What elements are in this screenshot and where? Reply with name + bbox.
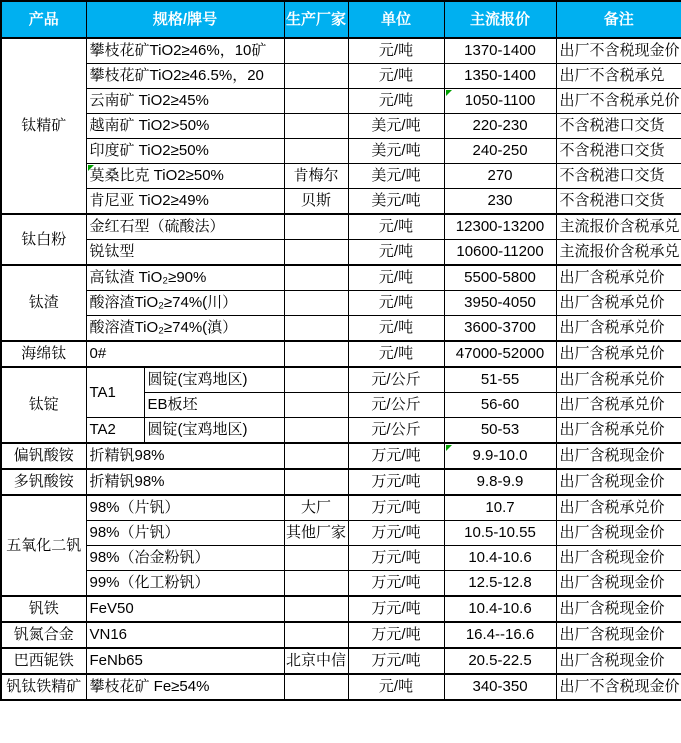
maker-cell: 北京中信 [284,648,348,674]
note-cell: 出厂含税承兑价 [556,291,681,316]
unit-cell: 元/公斤 [348,393,444,418]
note-cell: 出厂含税承兑价 [556,495,681,521]
product-cell: 钛精矿 [1,38,86,214]
unit-cell: 元/吨 [348,291,444,316]
spec-type-cell: 圆锭(宝鸡地区) [144,367,284,393]
product-cell: 多钒酸铵 [1,469,86,495]
spec-cell: 攀枝花矿TiO2≥46.5%，20 [86,64,284,89]
maker-cell [284,240,348,266]
note-cell: 出厂含税现金价 [556,622,681,648]
maker-cell [284,64,348,89]
spec-cell: FeV50 [86,596,284,622]
table-row [1,38,681,64]
table-row [1,418,681,444]
price-cell: 12.5-12.8 [444,571,556,597]
table-row [1,114,681,139]
note-cell: 出厂含税承兑价 [556,393,681,418]
price-cell: 10.5-10.55 [444,521,556,546]
spec-cell: 攀枝花矿 Fe≥54% [86,674,284,700]
maker-cell [284,214,348,240]
maker-cell [284,139,348,164]
maker-cell [284,596,348,622]
product-cell: 巴西铌铁 [1,648,86,674]
col-header-note: 备注 [556,1,681,38]
note-cell: 出厂含税现金价 [556,571,681,597]
maker-cell: 其他厂家 [284,521,348,546]
maker-cell [284,546,348,571]
unit-cell: 万元/吨 [348,521,444,546]
note-cell: 出厂含税现金价 [556,521,681,546]
table-row [1,89,681,114]
table-row [1,316,681,342]
maker-cell [284,674,348,700]
unit-cell: 元/吨 [348,316,444,342]
unit-cell: 美元/吨 [348,164,444,189]
table-body [1,38,681,700]
table-row [1,648,681,674]
unit-cell: 万元/吨 [348,495,444,521]
spec-cell: 98%（片钒） [86,521,284,546]
maker-cell [284,469,348,495]
table-row [1,139,681,164]
brand-cell: TA1 [86,367,144,418]
brand-cell: TA2 [86,418,144,444]
spec-cell: 折精钒98% [86,469,284,495]
table-row [1,571,681,597]
table-row [1,546,681,571]
table-row [1,291,681,316]
price-cell: 50-53 [444,418,556,444]
table-row [1,240,681,266]
spec-cell: 折精钒98% [86,443,284,469]
price-cell: 56-60 [444,393,556,418]
table-row [1,341,681,367]
table-row [1,521,681,546]
price-cell: 3950-4050 [444,291,556,316]
product-cell: 钛渣 [1,265,86,341]
unit-cell: 万元/吨 [348,469,444,495]
maker-cell [284,443,348,469]
comment-flag-icon [446,445,452,451]
unit-cell: 元/吨 [348,89,444,114]
table-row [1,64,681,89]
maker-cell [284,622,348,648]
table-row [1,367,681,393]
col-header-maker: 生产厂家 [284,1,348,38]
price-cell: 240-250 [444,139,556,164]
unit-cell: 万元/吨 [348,648,444,674]
price-cell: 9.8-9.9 [444,469,556,495]
note-cell: 出厂含税现金价 [556,546,681,571]
price-cell: 220-230 [444,114,556,139]
price-cell: 230 [444,189,556,215]
maker-cell [284,341,348,367]
comment-flag-icon [88,165,94,171]
spec-cell: 云南矿 TiO2≥45% [86,89,284,114]
price-cell: 51-55 [444,367,556,393]
price-cell: 47000-52000 [444,341,556,367]
col-header-product: 产品 [1,1,86,38]
maker-cell [284,38,348,64]
note-cell: 不含税港口交货 [556,114,681,139]
note-cell: 出厂含税承兑价 [556,418,681,444]
product-cell: 钛白粉 [1,214,86,265]
note-cell: 出厂含税现金价 [556,443,681,469]
note-cell: 出厂含税承兑价 [556,316,681,342]
price-cell: 340-350 [444,674,556,700]
product-cell: 钒钛铁精矿 [1,674,86,700]
spec-cell: FeNb65 [86,648,284,674]
unit-cell: 美元/吨 [348,139,444,164]
price-cell: 270 [444,164,556,189]
maker-cell [284,418,348,444]
comment-flag-icon [446,90,452,96]
spec-cell: 酸溶渣TiO₂≥74%(滇） [86,316,284,342]
price-cell: 20.5-22.5 [444,648,556,674]
table-row [1,674,681,700]
price-cell: 1050-1100 [444,89,556,114]
maker-cell [284,316,348,342]
maker-cell [284,114,348,139]
maker-cell [284,367,348,393]
note-cell: 主流报价含税承兑 [556,240,681,266]
unit-cell: 元/吨 [348,214,444,240]
product-cell: 钛锭 [1,367,86,443]
price-cell: 10.4-10.6 [444,546,556,571]
maker-cell [284,89,348,114]
price-cell: 10.7 [444,495,556,521]
table-row [1,265,681,291]
table-row [1,189,681,215]
note-cell: 出厂含税现金价 [556,596,681,622]
price-cell: 5500-5800 [444,265,556,291]
spec-cell: 高钛渣 TiO₂≥90% [86,265,284,291]
note-cell: 不含税港口交货 [556,164,681,189]
note-cell: 出厂含税承兑价 [556,341,681,367]
col-header-unit: 单位 [348,1,444,38]
spec-cell: 莫桑比克 TiO2≥50% [86,164,284,189]
spec-cell: 肯尼亚 TiO2≥49% [86,189,284,215]
maker-cell: 肯梅尔 [284,164,348,189]
product-cell: 钒铁 [1,596,86,622]
maker-cell: 贝斯 [284,189,348,215]
table-row [1,164,681,189]
price-cell: 10.4-10.6 [444,596,556,622]
price-cell: 1350-1400 [444,64,556,89]
table-row [1,495,681,521]
note-cell: 不含税港口交货 [556,139,681,164]
unit-cell: 万元/吨 [348,443,444,469]
maker-cell [284,291,348,316]
maker-cell [284,393,348,418]
spec-cell: 锐钛型 [86,240,284,266]
spec-cell: 99%（化工粉钒） [86,571,284,597]
unit-cell: 万元/吨 [348,546,444,571]
unit-cell: 万元/吨 [348,571,444,597]
spec-cell: 越南矿 TiO2>50% [86,114,284,139]
note-cell: 主流报价含税承兑 [556,214,681,240]
price-cell: 12300-13200 [444,214,556,240]
maker-cell [284,265,348,291]
unit-cell: 元/吨 [348,64,444,89]
note-cell: 出厂含税现金价 [556,469,681,495]
note-cell: 出厂含税现金价 [556,648,681,674]
table-row [1,622,681,648]
header-row [1,1,681,38]
table-row [1,596,681,622]
col-header-spec: 规格/牌号 [86,1,284,38]
unit-cell: 美元/吨 [348,114,444,139]
maker-cell: 大厂 [284,495,348,521]
unit-cell: 元/吨 [348,341,444,367]
unit-cell: 元/公斤 [348,418,444,444]
col-header-price: 主流报价 [444,1,556,38]
product-cell: 海绵钛 [1,341,86,367]
spec-cell: 98%（片钒） [86,495,284,521]
table-row [1,469,681,495]
note-cell: 出厂不含税现金价 [556,674,681,700]
note-cell: 出厂不含税现金价 [556,38,681,64]
product-cell: 五氧化二钒 [1,495,86,596]
unit-cell: 万元/吨 [348,596,444,622]
spec-cell: 酸溶渣TiO₂≥74%(川） [86,291,284,316]
note-cell: 不含税港口交货 [556,189,681,215]
spec-cell: 印度矿 TiO2≥50% [86,139,284,164]
price-cell: 3600-3700 [444,316,556,342]
note-cell: 出厂不含税承兑价 [556,89,681,114]
table-header [1,1,681,38]
note-cell: 出厂含税承兑价 [556,367,681,393]
spec-cell: 攀枝花矿TiO2≥46%，10矿 [86,38,284,64]
unit-cell: 元/吨 [348,240,444,266]
maker-cell [284,571,348,597]
spec-cell: 0# [86,341,284,367]
price-cell: 10600-11200 [444,240,556,266]
unit-cell: 元/吨 [348,265,444,291]
price-cell: 9.9-10.0 [444,443,556,469]
spec-cell: 金红石型（硫酸法） [86,214,284,240]
product-cell: 钒氮合金 [1,622,86,648]
table-row [1,443,681,469]
unit-cell: 元/吨 [348,674,444,700]
spec-cell: 98%（冶金粉钒） [86,546,284,571]
product-cell: 偏钒酸铵 [1,443,86,469]
unit-cell: 元/公斤 [348,367,444,393]
unit-cell: 万元/吨 [348,622,444,648]
spec-type-cell: 圆锭(宝鸡地区) [144,418,284,444]
unit-cell: 元/吨 [348,38,444,64]
table-row [1,214,681,240]
note-cell: 出厂不含税承兑 [556,64,681,89]
spec-cell: VN16 [86,622,284,648]
spec-type-cell: EB板坯 [144,393,284,418]
note-cell: 出厂含税承兑价 [556,265,681,291]
price-cell: 16.4--16.6 [444,622,556,648]
unit-cell: 美元/吨 [348,189,444,215]
price-cell: 1370-1400 [444,38,556,64]
